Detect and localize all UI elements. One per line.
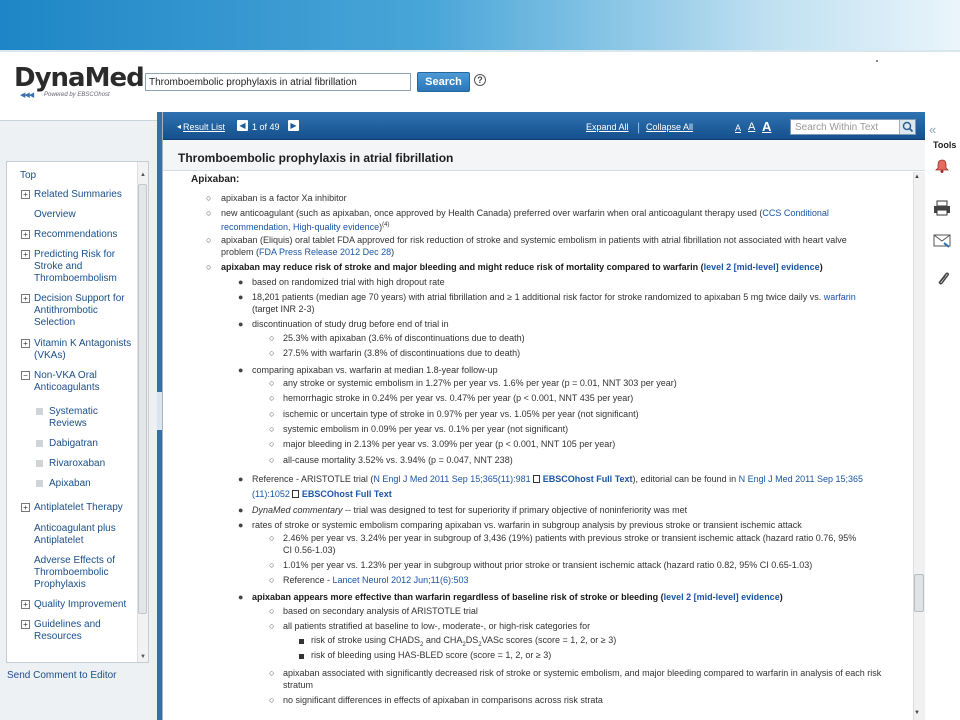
tools-label: Tools xyxy=(933,140,957,150)
sidebar-item-label: Top xyxy=(20,170,37,181)
bullet-text: any stroke or systemic embolism in 1.27% per year vs. 1.6% per year (p = 0.01, NNT 303 per year) xyxy=(283,378,677,388)
pdf-icon[interactable] xyxy=(533,475,540,483)
sidebar-item-label: Quality Improvement xyxy=(34,599,127,610)
table-of-contents xyxy=(6,161,149,663)
bullet-text: risk of bleeding using HAS-BLED score (score = 1, 2, or ≥ 3) xyxy=(311,650,552,660)
bullet-icon xyxy=(36,440,43,447)
text-span: ), editorial can be found in xyxy=(632,474,739,484)
bullet-text-cont: CI 0.56-1.03) xyxy=(283,545,336,555)
circle-bullet-icon: ○ xyxy=(269,621,275,631)
sidebar-item-label: Anticoagulant plus Antiplatelet xyxy=(34,523,116,546)
sidebar-item-label: Overview xyxy=(34,209,76,220)
email-icon[interactable] xyxy=(933,233,951,249)
decorative-dot xyxy=(876,60,878,62)
content-scroll-thumb[interactable] xyxy=(914,574,924,612)
send-comment-link[interactable]: Send Comment to Editor xyxy=(7,670,117,681)
bullet-text: apixaban is a factor Xa inhibitor xyxy=(221,193,347,203)
result-counter: 1 of 49 xyxy=(252,122,280,132)
circle-bullet-icon: ○ xyxy=(269,533,275,543)
font-medium-button[interactable]: A xyxy=(748,121,756,133)
bullet-text xyxy=(252,592,783,603)
bullet-text: 25.3% with apixaban (3.6% of discontinuations due to death) xyxy=(283,333,525,343)
reference-line xyxy=(283,575,468,586)
disc-bullet-icon: ● xyxy=(238,520,244,530)
circle-bullet-icon: ○ xyxy=(206,235,212,245)
scroll-down-icon[interactable]: ▼ xyxy=(140,654,146,660)
text-span: 18,201 patients (median age 70 years) with atrial fibrillation and ≥ 1 additional risk factor for stroke randomized to apixaban 5 mg twice daily vs. xyxy=(252,292,824,302)
permalink-icon[interactable] xyxy=(933,270,951,286)
toolbar-divider: | xyxy=(637,120,641,134)
subscript: 2 xyxy=(462,641,466,648)
article-title-bar xyxy=(163,140,925,171)
font-large-button[interactable]: A xyxy=(762,119,772,134)
sidebar-item-label: Vitamin K Antagonists (VKAs) xyxy=(34,338,132,361)
text-span: Reference - ARISTOTLE trial ( xyxy=(252,474,374,484)
text-span: and CHA xyxy=(423,635,463,645)
warfarin-link[interactable]: warfarin xyxy=(823,292,856,302)
text-span: ) xyxy=(779,592,783,602)
sidebar-item-label: Predicting Risk for Stroke and Thromboembolism xyxy=(34,249,117,284)
next-result-icon[interactable]: ▶ xyxy=(288,120,299,131)
main-panel xyxy=(162,112,924,720)
sidebar-item-label: Related Summaries xyxy=(34,189,122,200)
circle-bullet-icon: ○ xyxy=(269,409,275,419)
bullet-text: comparing apixaban vs. warfarin at median 1.8-year follow-up xyxy=(252,365,498,375)
sidebar-item-label: Rivaroxaban xyxy=(49,458,106,469)
sidebar-item-label: Dabigatran xyxy=(49,438,98,449)
sidebar-item-label: Guidelines and Resources xyxy=(34,619,101,642)
collapse-all-link[interactable]: Collapse All xyxy=(646,122,694,132)
bullet-text: rates of stroke or systemic embolism comparing apixaban vs. warfarin in subgroup analysis by previous stroke or transient ischemic attack xyxy=(252,520,802,530)
sidebar-item-label: Decision Support for Antithrombotic Selection xyxy=(34,293,125,328)
logo-chevrons-icon: ◀◀◀ xyxy=(20,92,34,99)
fulltext-link[interactable]: EBSCOhost Full Text xyxy=(542,474,633,484)
disc-bullet-icon: ● xyxy=(238,277,244,287)
bullet-text-cont xyxy=(221,220,389,233)
text-span: ) xyxy=(379,222,383,232)
bullet-text: apixaban (Eliquis) oral tablet FDA approved for risk reduction of stroke and systemic embolism in patients with atrial fibrillation not associated with heart valve xyxy=(221,235,847,245)
text-span: ) xyxy=(819,262,823,272)
bullet-text: no significant differences in effects of apixaban in comparisons across risk strata xyxy=(283,695,603,705)
collapse-tools-icon[interactable]: « xyxy=(929,122,937,137)
evidence-link[interactable]: CCS Conditional xyxy=(762,208,829,218)
text-span: -- trial was designed to test for superiority if primary objective of noninferiority was met xyxy=(342,505,688,515)
bullet-text: based on secondary analysis of ARISTOTLE trial xyxy=(283,606,478,616)
bullet-text xyxy=(221,262,823,273)
disc-bullet-icon: ● xyxy=(238,292,244,302)
search-within-placeholder: Search Within Text xyxy=(795,122,879,133)
search-input[interactable] xyxy=(145,73,411,91)
sidebar-item-label: Recommendations xyxy=(34,229,118,240)
bullet-icon xyxy=(36,408,43,415)
logo-subtitle: Powered by EBSCOhost xyxy=(44,92,110,98)
text-span: risk of stroke using CHADS xyxy=(311,635,421,645)
circle-bullet-icon: ○ xyxy=(269,668,275,678)
bullet-text-cont: (target INR 2-3) xyxy=(252,304,315,314)
bullet-text: apixaban associated with significantly decreased risk of stroke or systemic embolism, and major bleeding compared to warfarin in analysis of each risk xyxy=(283,668,882,678)
font-small-button[interactable]: A xyxy=(735,123,742,133)
bullet-text: hemorrhagic stroke in 0.24% per year vs. 0.47% per year (p < 0.001, NNT 435 per year) xyxy=(283,393,634,403)
reference-number[interactable]: (4) xyxy=(382,222,390,228)
bullet-icon xyxy=(36,460,43,467)
square-bullet-icon xyxy=(299,639,304,644)
bullet-text-cont: stratum xyxy=(283,680,314,690)
expand-all-link[interactable]: Expand All xyxy=(586,122,629,132)
search-button[interactable]: Search xyxy=(417,72,470,92)
disc-bullet-icon: ● xyxy=(238,365,244,375)
scroll-down-icon[interactable]: ▼ xyxy=(914,710,920,716)
reference-line-cont xyxy=(252,489,392,500)
commentary-label: DynaMed commentary xyxy=(252,505,343,515)
bullet-text xyxy=(252,292,856,303)
result-list-link[interactable]: Result List xyxy=(183,122,226,132)
tools-column xyxy=(925,112,960,720)
disc-bullet-icon: ● xyxy=(238,592,244,602)
fulltext-link[interactable]: EBSCOhost Full Text xyxy=(301,489,392,499)
sidebar-item-label: Systematic Reviews xyxy=(49,406,98,429)
sidebar-item-label: Apixaban xyxy=(49,478,91,489)
disc-bullet-icon: ● xyxy=(238,505,244,515)
text-span: apixaban may reduce risk of stroke and major bleeding and might reduce risk of mortality compared to warfarin ( xyxy=(221,262,704,272)
bullet-text: all patients stratified at baseline to low-, moderate-, or high-risk categories for xyxy=(283,621,591,631)
circle-bullet-icon: ○ xyxy=(269,455,275,465)
pdf-icon[interactable] xyxy=(292,490,299,498)
bullet-text: ischemic or uncertain type of stroke in 0.97% per year vs. 1.05% per year (not significant) xyxy=(283,409,639,419)
text-span: DS xyxy=(465,635,479,645)
subscript: 2 xyxy=(478,641,482,648)
subscript: 2 xyxy=(420,641,424,648)
text-span: VASc scores (score = 1, 2, or ≥ 3) xyxy=(481,635,617,645)
scroll-up-icon[interactable]: ▲ xyxy=(140,172,146,178)
section-heading: Apixaban: xyxy=(191,174,240,185)
text-span: apixaban appears more effective than warfarin regardless of baseline risk of stroke or bleeding ( xyxy=(252,592,664,602)
disc-bullet-icon: ● xyxy=(238,319,244,329)
top-banner xyxy=(0,0,960,50)
text-span: new anticoagulant (such as apixaban, once approved by Health Canada) preferred over warfarin when oral anticoagulant therapy used ( xyxy=(221,208,763,218)
circle-bullet-icon: ○ xyxy=(269,575,275,585)
bullet-text: based on randomized trial with high dropout rate xyxy=(252,277,445,287)
circle-bullet-icon: ○ xyxy=(269,333,275,343)
circle-bullet-icon: ○ xyxy=(269,424,275,434)
expand-icon[interactable]: + xyxy=(21,294,30,303)
text-span: ) xyxy=(391,247,395,257)
content-toolbar xyxy=(163,112,925,140)
dynamed-logo[interactable] xyxy=(14,64,144,104)
commentary-line xyxy=(252,505,687,516)
bullet-text xyxy=(221,208,829,219)
evidence-link[interactable]: level 2 [mid-level] evidence xyxy=(663,592,780,602)
expand-icon[interactable]: + xyxy=(21,503,30,512)
evidence-link[interactable]: recommendation, High-quality evidence xyxy=(221,222,380,232)
bullet-text: 1.01% per year vs. 1.23% per year in subgroup without prior stroke or transient ischemic attack (hazard ratio 0.82, 95% CI 0.65-1.03) xyxy=(283,560,813,570)
bullet-text-cont xyxy=(221,247,394,258)
toc-scroll-thumb[interactable] xyxy=(138,184,147,614)
circle-bullet-icon: ○ xyxy=(269,393,275,403)
logo-text-med: Med xyxy=(84,63,144,93)
bullet-icon xyxy=(36,480,43,487)
circle-bullet-icon: ○ xyxy=(206,193,212,203)
reference-link[interactable]: N Engl J Med 2011 Sep 15;365 xyxy=(738,474,864,484)
article-title: Thromboembolic prophylaxis in atrial fibrillation xyxy=(178,151,454,165)
bullet-text: 2.46% per year vs. 3.24% per year in subgroup of 3,436 (19%) patients with previous stroke or transient ischemic attack (hazard ratio 0.76, 95% xyxy=(283,533,857,543)
bullet-text xyxy=(311,635,616,651)
reference-line xyxy=(252,474,863,485)
expand-icon[interactable]: + xyxy=(21,250,30,259)
circle-bullet-icon: ○ xyxy=(269,695,275,705)
search-within-input[interactable] xyxy=(790,119,916,135)
circle-bullet-icon: ○ xyxy=(206,208,212,218)
circle-bullet-icon: ○ xyxy=(269,606,275,616)
print-icon[interactable] xyxy=(933,200,951,216)
alert-bell-icon[interactable] xyxy=(933,158,951,174)
logo-text-dyna: Dyna xyxy=(14,63,85,93)
reference-link[interactable]: Lancet Neurol 2012 Jun;11(6):503 xyxy=(332,575,469,585)
back-arrow-icon[interactable]: ◂ xyxy=(177,122,182,131)
expand-icon[interactable]: + xyxy=(21,190,30,199)
evidence-link[interactable]: level 2 [mid-level] evidence xyxy=(703,262,820,272)
sidebar-item-label: Antiplatelet Therapy xyxy=(34,502,123,513)
article-content xyxy=(163,172,925,720)
expand-icon[interactable]: + xyxy=(21,620,30,629)
circle-bullet-icon: ○ xyxy=(269,378,275,388)
scroll-up-icon[interactable]: ▲ xyxy=(914,174,920,180)
bullet-text: major bleeding in 2.13% per year vs. 3.09% per year (p < 0.001, NNT 105 per year) xyxy=(283,439,616,449)
circle-bullet-icon: ○ xyxy=(269,348,275,358)
circle-bullet-icon: ○ xyxy=(269,439,275,449)
sidebar-item-label: Adverse Effects of Thromboembolic Prophylaxis xyxy=(34,555,115,590)
reference-link[interactable]: N Engl J Med 2011 Sep 15;365(11):981 xyxy=(373,474,531,484)
expand-icon[interactable]: + xyxy=(21,339,30,348)
bullet-text: systemic embolism in 0.09% per year vs. 0.1% per year (not significant) xyxy=(283,424,569,434)
previous-result-icon[interactable]: ◀ xyxy=(237,120,248,131)
fda-link[interactable]: FDA Press Release 2012 Dec 28 xyxy=(259,247,392,257)
content-scrollbar[interactable] xyxy=(913,172,925,720)
banner-divider xyxy=(0,50,960,52)
circle-bullet-icon: ○ xyxy=(206,262,212,272)
bullet-text: 27.5% with warfarin (3.8% of discontinuations due to death) xyxy=(283,348,521,358)
square-bullet-icon xyxy=(299,654,304,659)
expand-icon[interactable]: + xyxy=(21,230,30,239)
search-within-icon[interactable] xyxy=(899,120,915,134)
text-span: problem ( xyxy=(221,247,260,257)
help-icon[interactable]: ? xyxy=(474,74,486,86)
text-span: Reference - xyxy=(283,575,333,585)
collapse-icon[interactable]: − xyxy=(21,371,30,380)
expand-icon[interactable]: + xyxy=(21,600,30,609)
sidebar-item-label: Non-VKA Oral Anticoagulants xyxy=(34,370,100,393)
bullet-text: all-cause mortality 3.52% vs. 3.94% (p = 0.047, NNT 238) xyxy=(283,455,513,465)
disc-bullet-icon: ● xyxy=(238,474,244,484)
bullet-text: discontinuation of study drug before end of trial in xyxy=(252,319,449,329)
reference-link[interactable]: (11):1052 xyxy=(252,489,290,499)
circle-bullet-icon: ○ xyxy=(269,560,275,570)
